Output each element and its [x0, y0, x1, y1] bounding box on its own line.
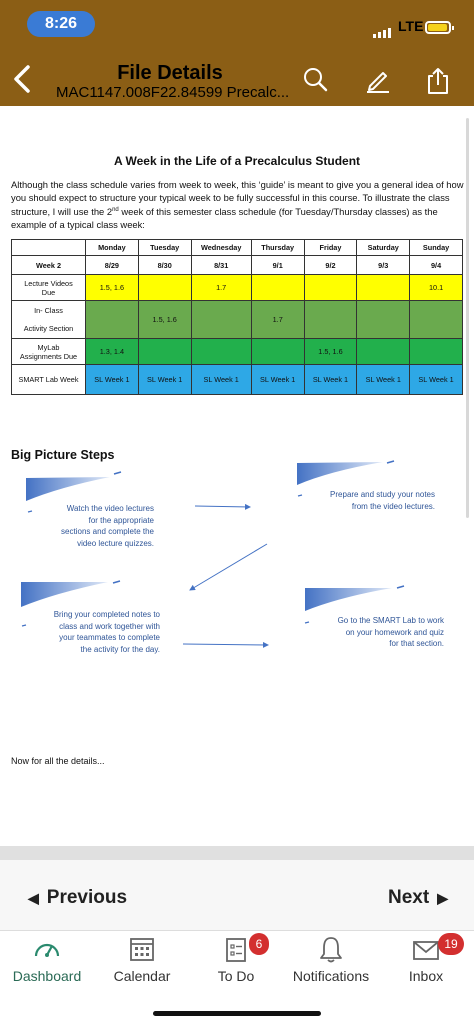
smart-cell: SL Week 1 [410, 365, 463, 395]
share-icon[interactable] [424, 66, 452, 94]
tab-dashboard[interactable]: Dashboard [2, 934, 92, 984]
day-header: Monday [86, 240, 139, 256]
row-label: In- Class Activity Section [12, 301, 86, 339]
big-picture-title: Big Picture Steps [11, 448, 115, 462]
divider [0, 846, 474, 860]
row-label: Lecture Videos Due [12, 275, 86, 301]
table-row [12, 339, 463, 365]
mylab-cell [191, 339, 251, 365]
class-cell [410, 301, 463, 339]
video-cell: 1.7 [191, 275, 251, 301]
arrow-diagonal-icon [190, 544, 267, 590]
arrow-right-icon [195, 506, 250, 507]
inbox-badge: 19 [438, 933, 464, 955]
table-row [12, 256, 463, 275]
date-cell: 8/30 [138, 256, 191, 275]
tab-todo[interactable]: To Do [191, 934, 281, 984]
smart-cell: SL Week 1 [191, 365, 251, 395]
date-cell: 9/4 [410, 256, 463, 275]
file-subtitle: MAC1147.008F22.84599 Precalc... [56, 84, 290, 101]
mylab-cell [410, 339, 463, 365]
date-cell: 8/31 [191, 256, 251, 275]
network-label: LTE [398, 18, 424, 34]
mylab-cell [138, 339, 191, 365]
next-button[interactable]: Next ▶ [388, 887, 448, 908]
mylab-cell: 1.3, 1.4 [86, 339, 139, 365]
table-row [12, 275, 463, 301]
inbox-icon [411, 934, 441, 964]
todo-icon [221, 934, 251, 964]
row-label: MyLab Assignments Due [12, 339, 86, 365]
page-title: File Details [117, 62, 223, 84]
video-cell [357, 275, 410, 301]
video-cell: 1.5, 1.6 [86, 275, 139, 301]
document-title: A Week in the Life of a Precalculus Student [113, 154, 361, 168]
table-row [12, 301, 463, 339]
video-cell [304, 275, 357, 301]
signal-icon [373, 20, 393, 38]
step-smart: Go to the SMART Lab to work on your homework and quiz for that section. [337, 616, 444, 648]
mylab-cell: 1.5, 1.6 [304, 339, 357, 365]
day-header: Tuesday [138, 240, 191, 256]
smart-cell: SL Week 1 [86, 365, 139, 395]
day-header: Saturday [357, 240, 410, 256]
date-cell: 9/1 [251, 256, 304, 275]
tab-calendar[interactable]: Calendar [97, 934, 187, 984]
dashboard-icon [32, 934, 62, 964]
todo-badge: 6 [249, 933, 269, 955]
date-cell: 8/29 [86, 256, 139, 275]
day-header: Friday [304, 240, 357, 256]
smart-cell: SL Week 1 [357, 365, 410, 395]
day-header: Thursday [251, 240, 304, 256]
previous-button[interactable]: ◀ Previous [28, 887, 128, 908]
details-text: Now for all the details... [11, 756, 105, 766]
day-header: Sunday [410, 240, 463, 256]
day-header: Wednesday [191, 240, 251, 256]
mylab-cell [357, 339, 410, 365]
video-cell [251, 275, 304, 301]
home-indicator [153, 1011, 321, 1016]
date-cell: 9/2 [304, 256, 357, 275]
search-icon[interactable] [302, 66, 330, 94]
battery-icon [425, 21, 451, 34]
class-cell [86, 301, 139, 339]
caret-right-icon: ▶ [437, 890, 448, 906]
tab-inbox[interactable]: Inbox [381, 934, 471, 984]
class-cell [191, 301, 251, 339]
step-watch: Watch the video lectures for the appropriate sections and complete the video lecture quizzes. [61, 504, 154, 548]
tab-notifications[interactable]: Notifications [286, 934, 376, 984]
mylab-cell [251, 339, 304, 365]
table-row [12, 365, 463, 395]
caret-left-icon: ◀ [28, 890, 39, 906]
arrow-right-icon [183, 644, 268, 645]
smart-cell: SL Week 1 [304, 365, 357, 395]
calendar-icon [127, 934, 157, 964]
schedule-table [11, 239, 463, 395]
row-label: SMART Lab Week [12, 365, 86, 395]
date-cell: 9/3 [357, 256, 410, 275]
bell-icon [316, 934, 346, 964]
video-cell [138, 275, 191, 301]
step-prepare: Prepare and study your notes from the video lectures. [330, 490, 435, 511]
intro-paragraph: Although the class schedule varies from week to week, this ‘guide’ is meant to give you a general idea of how you should expect to structure your typical week to be fully successful in this course. To illustrate the class structure, I will use the 2nd week of this semester class schedule (for Tuesday/Thursday classes) as the example of a typical class week: [11, 179, 464, 231]
class-cell: 1.5, 1.6 [138, 301, 191, 339]
annotate-icon[interactable] [364, 66, 392, 94]
class-cell [304, 301, 357, 339]
class-cell: 1.7 [251, 301, 304, 339]
smart-cell: SL Week 1 [251, 365, 304, 395]
video-cell: 10.1 [410, 275, 463, 301]
row-label: Week 2 [12, 256, 86, 275]
status-time: 8:26 [27, 11, 95, 37]
step-bring: Bring your completed notes to class and work together with your teammates to complete the activity for the day. [53, 610, 160, 654]
table-header-row [12, 240, 463, 256]
class-cell [357, 301, 410, 339]
smart-cell: SL Week 1 [138, 365, 191, 395]
